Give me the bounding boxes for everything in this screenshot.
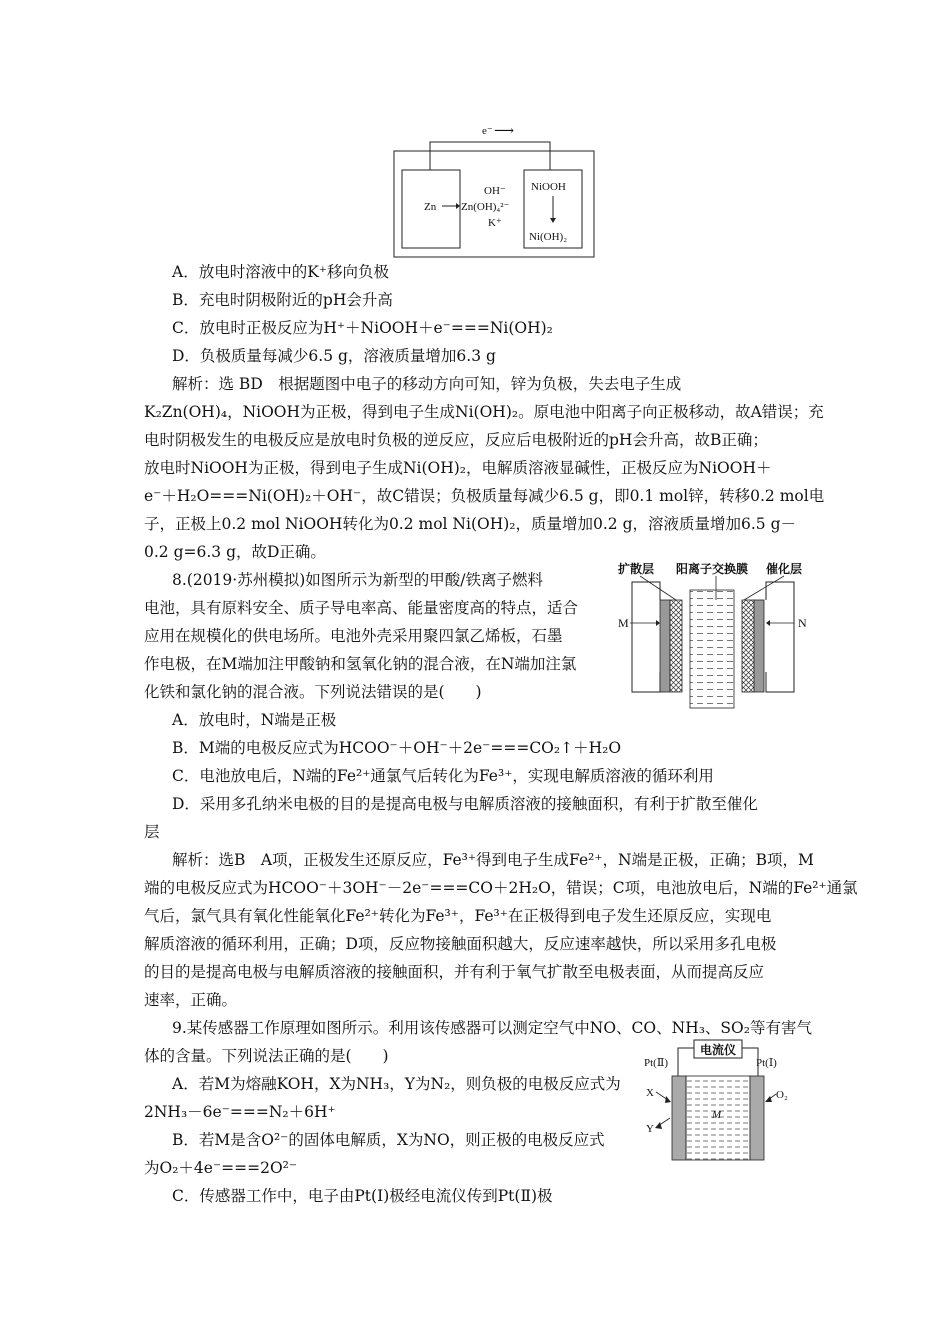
o2-label: O₂	[776, 1089, 788, 1101]
q9-option-b: B．若M是含O²⁻的固体电解质，X为NO，则正极的电极反应式	[172, 1131, 605, 1149]
zn-label: Zn	[424, 201, 437, 213]
diffusion-layer-label: 扩散层	[618, 562, 655, 576]
nioh2-label: Ni(OH)₂	[529, 231, 568, 243]
catalyst-layer-label: 催化层	[766, 562, 803, 576]
m-electrolyte-label: M	[712, 1109, 722, 1121]
q8-stem-line: 应用在规模化的供电场所。电池外壳采用聚四氯乙烯板，石墨	[144, 627, 563, 645]
q8-analysis-line: 解质溶液的循环利用，正确；D项，反应物接触面积越大，反应速率越快，所以采用多孔电极	[144, 935, 777, 953]
q7-analysis-line: 子，正极上0.2 mol NiOOH转化为0.2 mol Ni(OH)₂，质量增加0.2 g，溶液质量增加6.5 g－	[144, 515, 796, 533]
sensor-diagram	[638, 1036, 798, 1164]
n-inlet-label: N	[798, 616, 807, 630]
q9-option-b-cont: 为O₂＋4e⁻===2O²⁻	[144, 1159, 298, 1177]
q8-option-a: A．放电时，N端是正极	[172, 711, 337, 729]
battery-diagram	[390, 118, 600, 260]
q8-stem-line: 化铁和氯化钠的混合液。下列说法错误的是( )	[144, 683, 482, 701]
fuel-cell-diagram	[616, 560, 812, 712]
zincate-label: Zn(OH)₄²⁻	[461, 201, 510, 213]
q8-option-d: D．采用多孔纳米电极的目的是提高电极与电解质溶液的接触面积，有利于扩散至催化	[172, 795, 758, 813]
membrane-label: 阳离子交换膜	[676, 562, 749, 576]
q7-analysis-line: K₂Zn(OH)₄，NiOOH为正极，得到电子生成Ni(OH)₂。原电池中阳离子向正极移动，故A错误；充	[144, 403, 824, 421]
k-label: K⁺	[488, 217, 502, 229]
electron-arrow: ⟶	[494, 124, 515, 139]
q8-stem-line: 电池，具有原料安全、质子导电率高、能量密度高的特点，适合	[144, 599, 579, 617]
q7-analysis-line: e⁻＋H₂O===Ni(OH)₂＋OH⁻，故C错误；负极质量每减少6.5 g，即0.1 mol锌，转移0.2 mol电	[144, 487, 825, 505]
niooh-label: NiOOH	[531, 181, 566, 193]
q8-option-d-cont: 层	[144, 823, 160, 841]
q8-analysis-line: 速率，正确。	[144, 991, 238, 1009]
q7-option-b: B．充电时阴极附近的pH会升高	[172, 291, 393, 309]
q9-option-a: A．若M为熔融KOH，X为NH₃，Y为N₂，则负极的电极反应式为	[172, 1075, 621, 1093]
q7-analysis-line: 电时阴极发生的电极反应是放电时负极的逆反应，反应后电极附近的pH会升高，故B正确；	[144, 431, 768, 449]
q9-stem-line: 体的含量。下列说法正确的是( )	[144, 1047, 389, 1065]
q9-option-a-cont: 2NH₃－6e⁻===N₂＋6H⁺	[144, 1103, 336, 1121]
y-gas-label: Y	[646, 1123, 654, 1135]
x-gas-label: X	[646, 1087, 654, 1099]
q8-stem-line: 作电极，在M端加注甲酸钠和氢氧化钠的混合液，在N端加注氯	[144, 655, 577, 673]
q9-option-c: C．传感器工作中，电子由Pt(Ⅰ)极经电流仪传到Pt(Ⅱ)极	[172, 1187, 553, 1205]
q9-stem-line: 9.某传感器工作原理如图所示。利用该传感器可以测定空气中NO、CO、NH₃、SO₂等有害气	[172, 1019, 812, 1037]
q8-analysis-line: 解析：选B A项，正极发生还原反应，Fe³⁺得到电子生成Fe²⁺，N端是正极，正确；B项，M	[172, 851, 814, 869]
q8-stem-line: 8.(2019·苏州模拟)如图所示为新型的甲酸/铁离子燃料	[172, 571, 543, 589]
pt1-label: Pt(Ⅰ)	[756, 1057, 777, 1069]
q8-analysis-line: 的目的是提高电极与电解质溶液的接触面积，并有利于氧气扩散至电极表面，从而提高反应	[144, 963, 765, 981]
q7-option-c: C．放电时正极反应为H⁺＋NiOOH＋e⁻===Ni(OH)₂	[172, 319, 553, 337]
q8-analysis-line: 气后，氯气具有氧化性能氧化Fe²⁺转化为Fe³⁺，Fe³⁺在正极得到电子发生还原反应，实现电	[144, 907, 772, 925]
electron-label: e⁻	[482, 125, 493, 137]
q8-analysis-line: 端的电极反应式为HCOO⁻＋3OH⁻－2e⁻===CO＋2H₂O，错误；C项，电池放电后，N端的Fe²⁺通氯	[144, 879, 858, 897]
q7-option-d: D．负极质量每减少6.5 g，溶液质量增加6.3 g	[172, 347, 496, 365]
q7-analysis-line: 放电时NiOOH为正极，得到电子生成Ni(OH)₂，电解质溶液显碱性，正极反应为NiOOH＋	[144, 459, 772, 477]
q8-option-c: C．电池放电后，N端的Fe²⁺通氯气后转化为Fe³⁺，实现电解质溶液的循环利用	[172, 767, 714, 785]
ammeter-label: 电流仪	[700, 1043, 737, 1057]
q8-option-b: B．M端的电极反应式为HCOO⁻＋OH⁻＋2e⁻===CO₂↑＋H₂O	[172, 739, 622, 757]
m-inlet-label: M	[618, 616, 629, 630]
q7-analysis-line: 解析：选 BD 根据题图中电子的移动方向可知，锌为负极，失去电子生成	[172, 375, 682, 393]
oh-label: OH⁻	[484, 185, 506, 197]
q7-analysis-line: 0.2 g=6.3 g，故D正确。	[144, 543, 326, 561]
q7-option-a: A．放电时溶液中的K⁺移向负极	[172, 263, 389, 281]
pt2-label: Pt(Ⅱ)	[644, 1057, 668, 1069]
